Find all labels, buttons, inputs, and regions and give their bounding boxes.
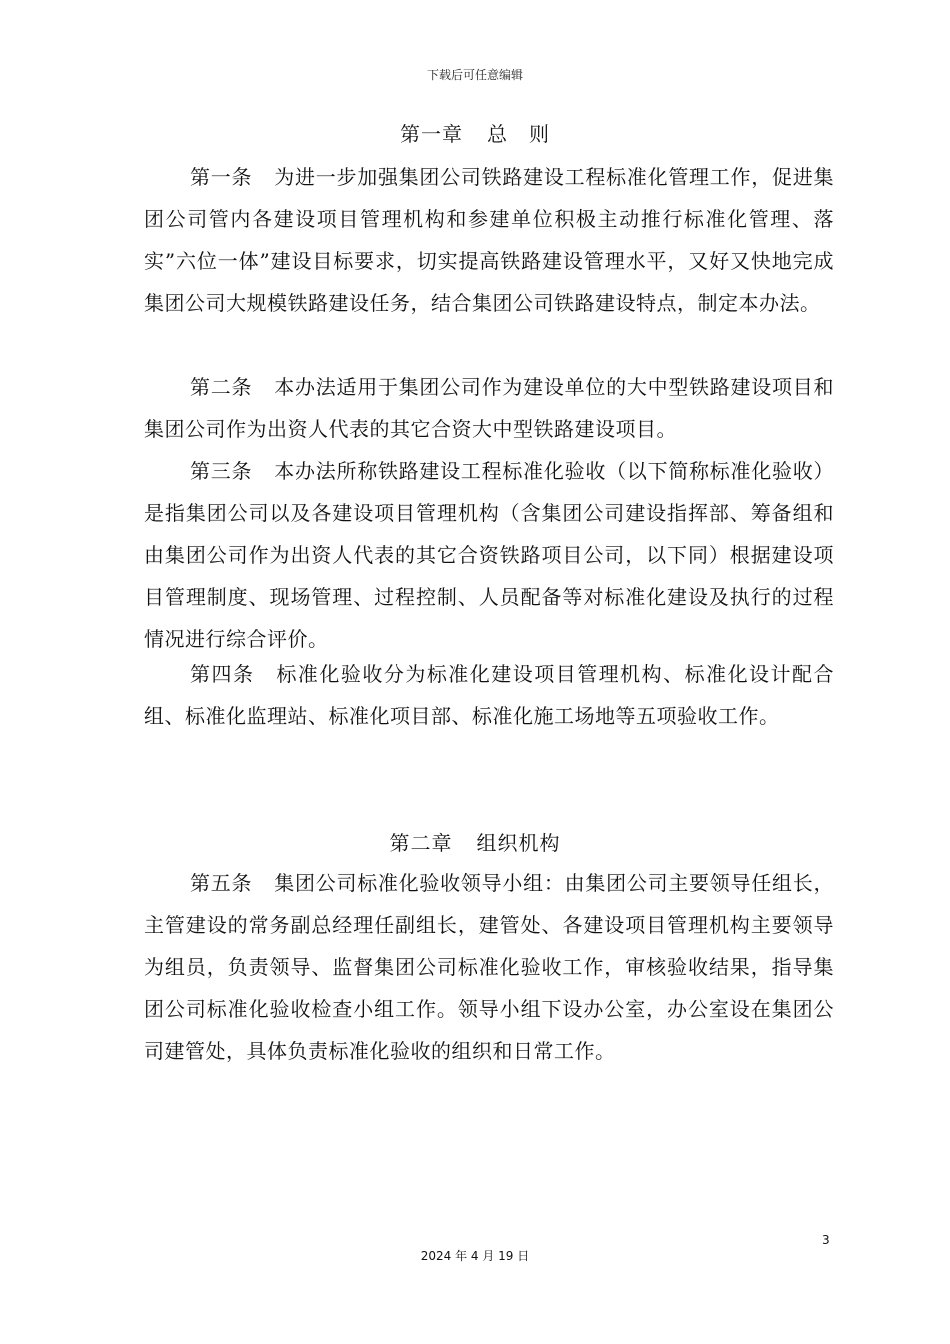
- chapter-1-title: [0, 118, 950, 147]
- article-number: 第四条: [190, 662, 255, 686]
- article-number: 第二条: [190, 375, 253, 399]
- chapter-2-name: 组织机构: [476, 831, 561, 855]
- article-text: 标准化验收分为标准化建设项目管理机构、标准化设计配合组、标准化监理站、标准化项目部、标准化施工场地等五项验收工作。: [144, 662, 835, 728]
- article-2: [144, 366, 834, 450]
- chapter-2-number: 第二章: [389, 831, 453, 855]
- footer-date: 2024 年 4 月 19 日: [420, 1249, 530, 1263]
- article-text: 集团公司标准化验收领导小组：由集团公司主要领导任组长，主管建设的常务副总经理任副组长，建管处、各建设项目管理机构主要领导为组员，负责领导、监督集团公司标准化验收工作，审核验收结果，指导集团公司标准化验收检查小组工作。领导小组下设办公室，办公室设在集团公司建管处，具体负责标准化验收的组织和日常工作。: [144, 871, 835, 1063]
- article-5: [144, 862, 834, 1072]
- article-number: 第五条: [190, 871, 253, 895]
- chapter-1-number: 第一章: [400, 122, 463, 146]
- article-text: 本办法适用于集团公司作为建设单位的大中型铁路建设项目和集团公司作为出资人代表的其它合资大中型铁路建设项目。: [144, 375, 835, 441]
- chapter-1-name: 总 则: [487, 122, 550, 146]
- chapter-2-title: [0, 827, 950, 856]
- article-1: [144, 156, 834, 324]
- article-text: 本办法所称铁路建设工程标准化验收（以下简称标准化验收）是指集团公司以及各建设项目管理机构（含集团公司建设指挥部、筹备组和由集团公司作为出资人代表的其它合资铁路项目公司，以下同）根据建设项目管理制度、现场管理、过程控制、人员配备等对标准化建设及执行的过程情况进行综合评价。: [144, 459, 835, 651]
- header-note: 下载后可任意编辑: [426, 68, 523, 82]
- article-text: 为进一步加强集团公司铁路建设工程标准化管理工作，促进集团公司管内各建设项目管理机构和参建单位积极主动推行标准化管理、落实”六位一体”建设目标要求，切实提高铁路建设管理水平，又好又快地完成集团公司大规模铁路建设任务，结合集团公司铁路建设特点，制定本办法。: [144, 165, 835, 315]
- article-4: [144, 653, 834, 737]
- article-number: 第一条: [190, 165, 253, 189]
- page-number: 3: [822, 1233, 830, 1247]
- article-number: 第三条: [190, 459, 253, 483]
- article-3: [144, 450, 834, 660]
